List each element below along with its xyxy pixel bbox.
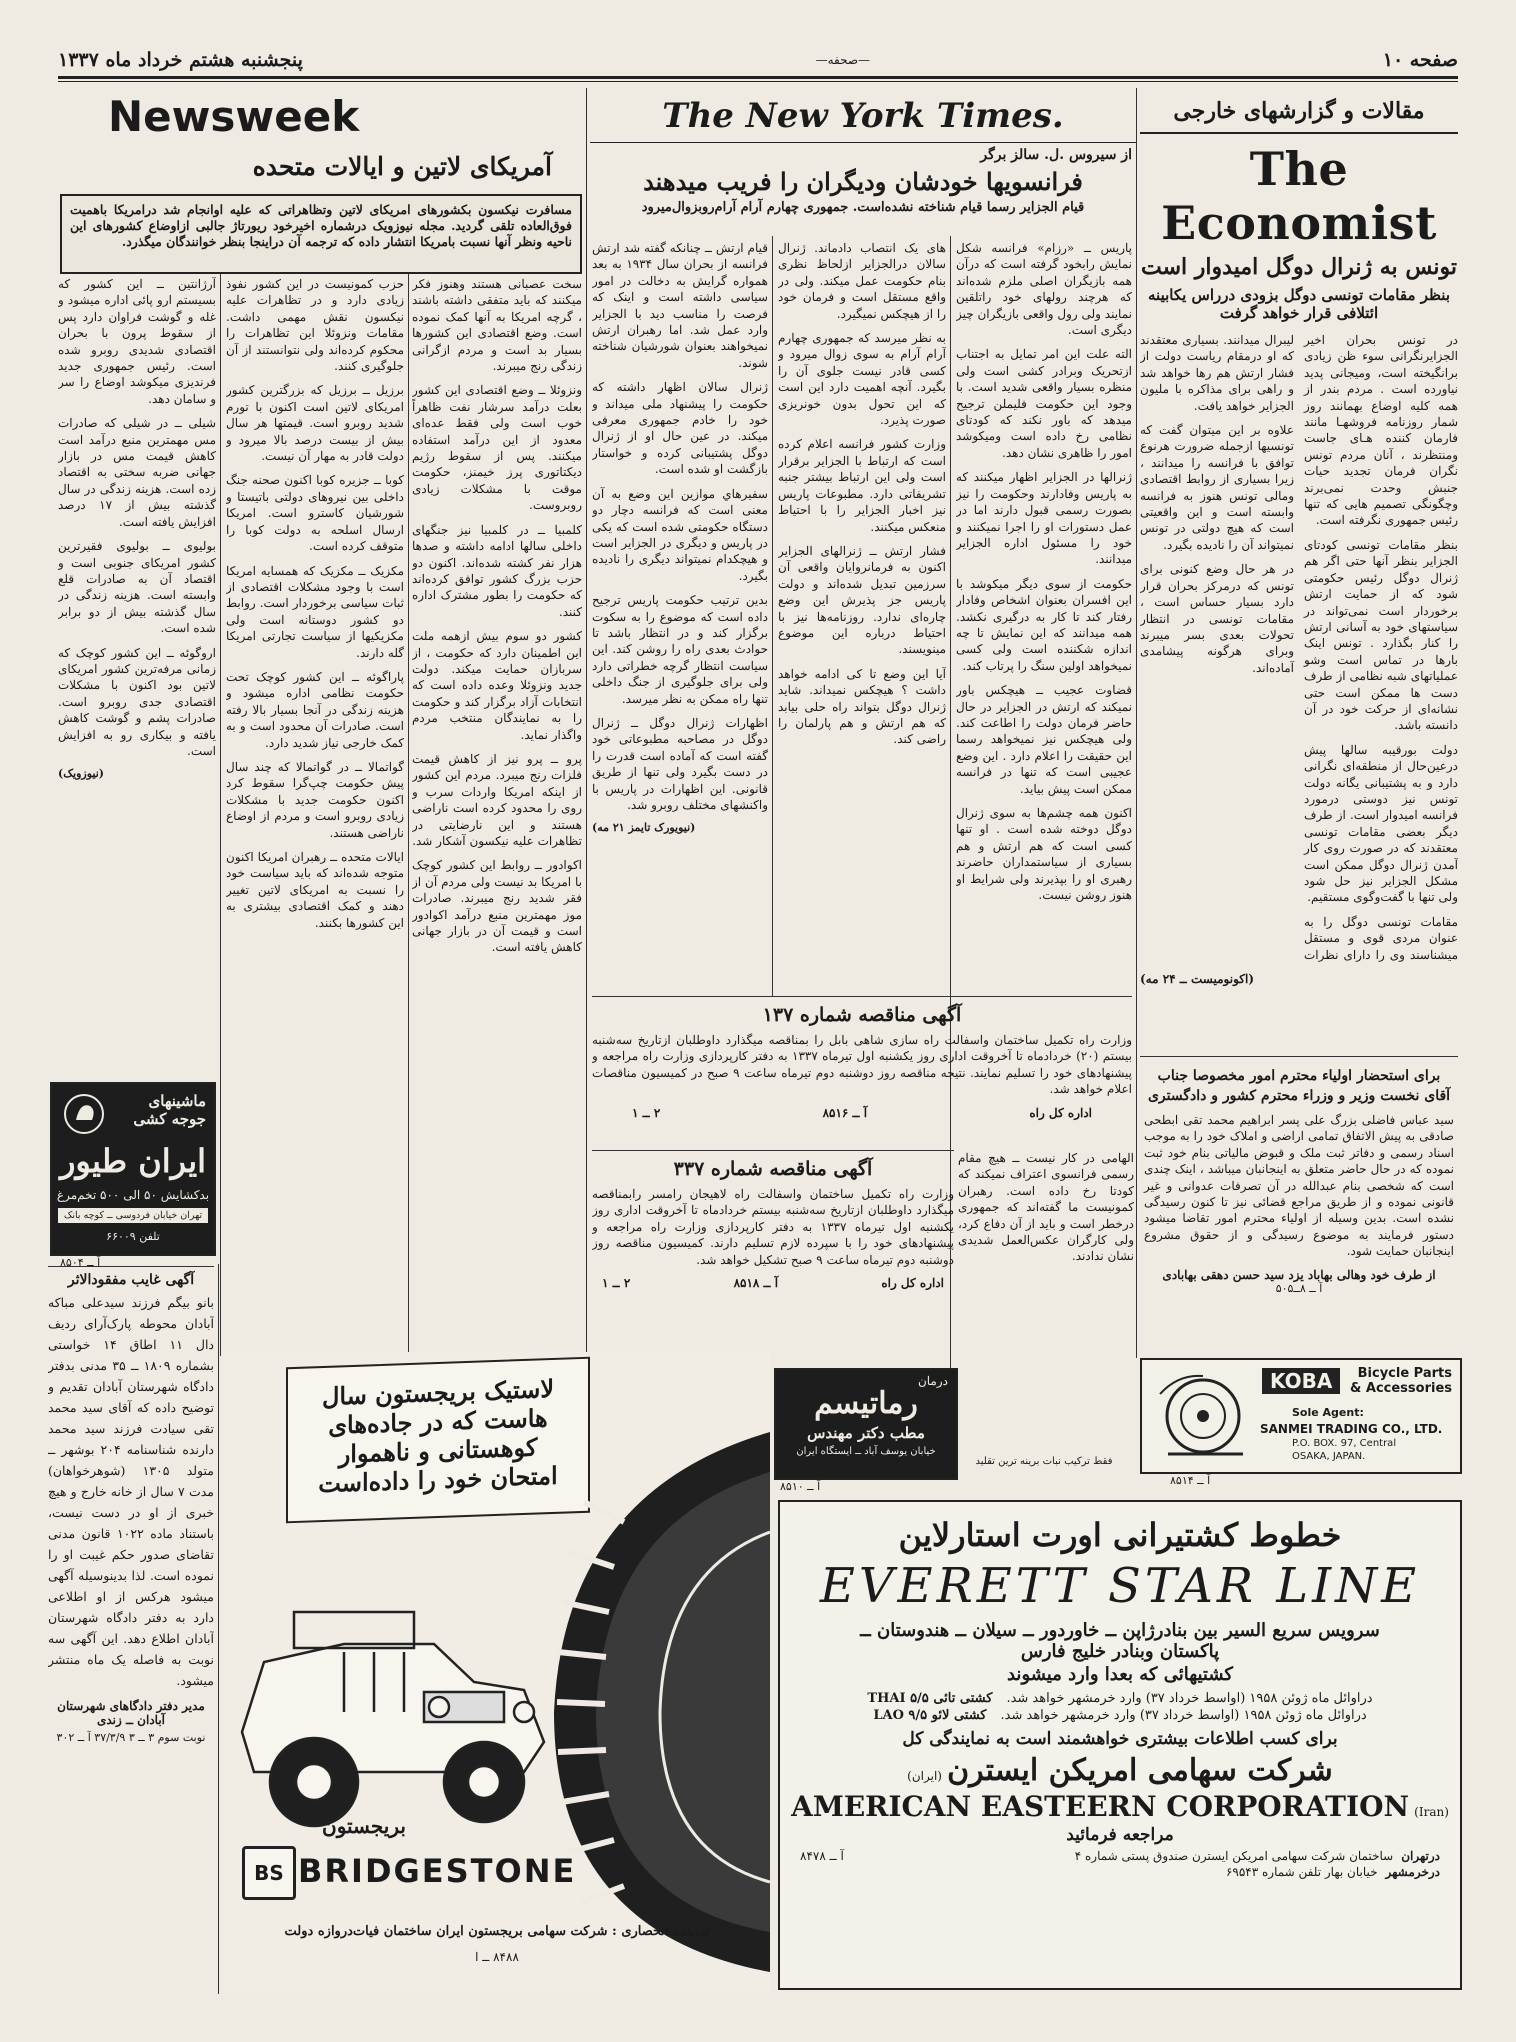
paragraph: در تونس بحران اخیر الجزایرنگرانی سوء ظن زیادی برانگیخته است، ومیجانی پدید نیاورده است . مردم بندر از همه کلیه اوضاع بهمانند روز شمار روزنامه فروشهـا مانند فارمان کننده هـای جاست ومنتظرند ، آنان مردم تونس نگران فرمان تجدید حیات جنبش وحدت نمی‌برند وچگونگی تصمیم هایی که تنها رئیس جمهوری نگرفته است. xyxy=(1304,333,1458,528)
paragraph: بدین ترتیب حکومت پاریس ترجیح داده است که موضوع را به سکوت برگزار کند و در انتظار باشد تا حوادث بعدی راه را روشن کند. این سیاست انتظار گرچه خطراتی دارد ولی برای جلوگیری از جنگ داخلی تنها راه ممکن به نظر میرسد. xyxy=(592,593,768,706)
ad-address: تهران خیابان فردوسی ــ کوچه بانک xyxy=(58,1208,208,1223)
paragraph: های یک انتصاب دادماند. ژنرال سالان درالجزایر ازلحاظ نظری بنام حکومت عمل میکند. ولی در واقع مستقل است و فرمان خود را از هیچکس نمیگیرد. xyxy=(778,241,946,321)
lost-notice xyxy=(48,1266,214,1996)
page-date: پنجشنبه هشتم خرداد ماه ۱۳۳۷ xyxy=(58,49,303,71)
addr-text: خیابان بهار تلفن شماره ۶۹۵۴۳ xyxy=(1225,1865,1378,1879)
paragraph: شیلی ــ در شیلی که صادرات مس مهمترین منبع درآمد است کاهش قیمت مس در بازار جهانی ضربه سختی به اقتصاد زده است. هزینه زندگی در سال گذشته بیش از ۱۷ درصد افزایش یافته است. xyxy=(58,416,216,529)
ad-address: خیابان یوسف آباد ــ ایستگاه ایران xyxy=(796,1446,936,1457)
paragraph: در هر حال وضع کنونی برای تونس که درمرکز بحران قرار دارد بسیار حساس است ، مقامات تونسی در انتظار تحولات بعدی بسر میبرند وبرای هرگونه پیشامدی آماده‌اند. xyxy=(1140,562,1294,675)
bridgestone-ad xyxy=(224,1352,770,1992)
tender-footer xyxy=(592,1276,954,1290)
address-teh xyxy=(1075,1849,1440,1863)
en-company: AMERICAN EASTEERN CORPORATION xyxy=(791,1790,1410,1823)
service-2: پاکستان وبنادر خلیج فارس xyxy=(1020,1641,1220,1662)
paragraph: فشار ارتش ــ ژنرالهای الجزایر اکنون به فرمانروایان واقعی آن سرزمین تبدیل شده‌اند و دولت پاریس جز پذیرش این وضع چاره‌ای ندارد. روزنامه‌ها نیز با احتیاط درباره این موضوع مینویسند. xyxy=(778,543,946,657)
tender-num: ۲ ــ ۱ xyxy=(602,1276,631,1291)
everett-star-line-ad xyxy=(778,1500,1462,1990)
paragraph: سفیرهاي موازین این وضع به آن معنی است که فرانسه دچار دو دستگاه حکومتی شده است که یکی در پاریس و دیگری در الجزایر است و هیچکدام نمیتواند دیگری را نادیده بگیرد. xyxy=(592,486,768,583)
ad-code: آ ــ ۸۵۰۴ xyxy=(60,1256,101,1269)
paragraph: آیا این وضع تا کی ادامه خواهد داشت ؟ هیچکس نمیداند. شاید ژنرال دوگل بتواند راه حلی بیابد که هم ارتش و هم پارلمان را راضی کند. xyxy=(778,666,946,747)
source: (نیوزویک) xyxy=(58,767,105,781)
paragraph: برزیل ــ برزیل که بزرگترین کشور امریکای لاتین است اکنون با تورم شدید روبرو است. قیمتها هر سال بیش از بیست درصد بالا میرود و دولت قادر به مهار آن نیست. xyxy=(226,383,404,464)
nyt-body-col-1 xyxy=(956,240,1132,990)
ad-sub: مطب دکتر مهندس xyxy=(807,1424,925,1442)
koba-ad xyxy=(1140,1358,1462,1474)
paragraph: الته علت این امر تمایل به اجتناب ازتحریک وبرادر کشی است ولی منظره‌ بسیار واقعی شدید است. با وجود این حکومت فلیملن ترجیح میدهد که باور نکند که کودتای نظامی رخ داده است ومیکوشد امور را ظاهری نشان دهد. xyxy=(956,347,1132,460)
byline: از سیروس .ل. سالز برگر xyxy=(980,147,1132,163)
arrivals: کشتیهائی که بعدا وارد میشوند xyxy=(1006,1664,1233,1685)
notice-title: برای استحضار اولیاء محترم امور مخصوصا جناب آقای نخست وزیر و وزراء محترم کشور و دادگستری xyxy=(1147,1068,1451,1104)
notice-code: آ ــ ۸ــ۵۰۵ xyxy=(1275,1281,1323,1295)
headline: آمریکای لاتین و ایالات متحده xyxy=(252,152,552,181)
rheumatism-ad xyxy=(774,1368,958,1480)
notice-body: سید عباس فاضلی بزرگ علی پسر ابراهیم محمد تقی ابطحی صادقی به پیش الاتفاق تمامی اراضی و املاک خود را به موجب اسناد رسمی و دفاتر ثبت ملک و قبوض مالیاتی بنام خود ثبت نموده که در حال حاضر متعلق به اینجانبان میباشد ، اینک چندی است که شخصی بنام عبدالله در آن تصرفات عدوانی و غیر قانونی نموده و از طریق مراجع قضائی نیز تا کنون رسیدگی نشده است. بدین وسیله از اولیاء محترم امور تقاضا میشود دستور فرمایند به موضوع رسیدگی و از حقوق مشروع اینجانبان حمایت شود. xyxy=(1144,1113,1454,1259)
subhead: قیام الجزایر رسما قیام شناخته نشده‌است. جمهوری چهارم آرام آرام‌روبزوال‌میرود xyxy=(641,200,1085,215)
newsweek-body-col-3 xyxy=(58,276,216,1076)
tender-sign: اداره کل راه xyxy=(881,1276,944,1291)
koba-line1: Bicycle Parts xyxy=(1357,1366,1452,1381)
service: سرویس سریع السیر بین بنادرژاپن ــ خاورد‌ور ــ سیلان ــ هندوستان ــ xyxy=(860,1620,1380,1641)
addr-text: ساختمان شرکت سهامی امریکن ایسترن صندوق پستی شماره ۴ xyxy=(1074,1849,1394,1863)
paragraph: بولیوی ــ بولیوی فقیرترین کشور امریکای جنوبی است و اقتصاد آن به صادرات قلع وابسته است. هزینه زندگی در سال گذشته بیش از دو برابر شده است. xyxy=(58,539,216,636)
refer: مراجعه فرمائید xyxy=(1066,1825,1174,1845)
slogan-line: کوهستانی و ناهموار xyxy=(338,1432,538,1469)
article-body xyxy=(1140,332,1458,972)
fa-company-row xyxy=(780,1753,1460,1788)
koba-address1: P.O. BOX. 97, Central xyxy=(1292,1438,1397,1449)
tender-title: آگهی مناقصه شماره ۱۳۷ xyxy=(762,1004,962,1026)
paragraph: پاریس ــ «رزام» فرانسه شکل نمایش رابخود گرفته است که درآن همه بازیگران اصلی ملزم شده‌اند که هرچند رولهای خود راتلقین نمایند ولی رول واقعی بازیگران چیز دیگری است. xyxy=(956,241,1132,338)
ship-row-2 xyxy=(780,1708,1460,1723)
paragraph: کوبا ــ جزیره کوبا اکنون صحنه جنگ داخلی بین نیروهای دولتی باتیستا و شورشیان کاسترو است. امریکا ارسال اسلحه به دولت کوبا را متوقف کرده است. xyxy=(226,473,404,554)
economist-logo: The Economist xyxy=(1161,142,1437,250)
ship-name: کشتی تائی THAI ۵/۵ xyxy=(867,1691,993,1706)
header-rule xyxy=(58,76,1458,79)
center-mark: —صحفه— xyxy=(815,53,871,67)
addr-label: درتهران xyxy=(1401,1849,1440,1863)
tender-code: آ ــ ۸۵۱۶ xyxy=(822,1105,868,1120)
col-divider xyxy=(218,1264,219,1994)
slogan-line: لاستیک بریجستون سال xyxy=(321,1373,555,1412)
subhead: بنظر مقامات تونسی دوگل بزودی درراس یکابینه ائتلافی قرار خواهد گرفت xyxy=(1148,286,1450,322)
paragraph: اظهارات ژنرال دوگل ــ ژنرال دوگل در مصاحبه مطبوعاتی خود گفته است که آماده است قدرت را در دست بگیرد ولی تنها از طریق قانونی. این اظهارات در پاریس با واکنشهای مختلف روبرو شد. xyxy=(592,715,768,812)
paragraph: پاراگوئه ــ این کشور کوچک تحت حکومت نظامی اداره میشود و هزینه زندگی در آنجا بسیار بالا رفته است. صادرات آن محدود است و به کمک خارجی نیاز شدید دارد. xyxy=(226,669,404,750)
koba-line2: & Accessories xyxy=(1350,1381,1452,1396)
fa-company-2: (ایران) xyxy=(907,1769,942,1783)
nyt-body-col-2 xyxy=(778,240,946,990)
paragraph: ایالات متحده ــ رهبران امریکا اکنون متوجه شده‌اند که باید سیاست خود را نسبت به امریکای لاتین تغییر دهند و کمک اقتصادی بیشتری به این کشورها بکنند. xyxy=(226,850,404,930)
tender-code: آ ــ ۸۵۱۸ xyxy=(733,1276,779,1291)
ad-top-2: جوجه کشی xyxy=(133,1110,206,1128)
ad-title: رماتیسم xyxy=(814,1386,918,1421)
bicycle-bell-icon xyxy=(1148,1364,1258,1464)
col-divider xyxy=(586,88,587,1378)
paragraph: قضاوت عجیب ــ هیچکس باور نمیکند که ارتش در الجزایر در حال حاضر فرمان دولت را اطاعت کند. ولی هیچکس نیز نمیخواهد رسما این حقیقت را اعلام دارد . این وضع عجیبی است که تنها در فرانسه ممکن است پیش بیاید. xyxy=(956,683,1132,796)
koba-agent: Sole Agent: xyxy=(1292,1406,1364,1419)
info: برای کسب اطلاعات بیشتری خواهشمند است به نمایندگی کل xyxy=(902,1729,1338,1749)
col-divider xyxy=(1136,88,1137,1358)
fa-title: خطوط کشتیرانی اورت استارلاین xyxy=(898,1516,1342,1554)
paragraph: کشور دو سوم بیش ازهمه ملت این اطمینان دارد که حکومت ، از سربازان حمایت میکند. دولت جدید ونزوئلا وعده داده است که انتخابات آزاد برگزار کند و حکومت را به نمایندگان منتخب مردم واگذار نماید. xyxy=(412,629,582,742)
en-company-2: (Iran) xyxy=(1414,1805,1449,1819)
public-notice xyxy=(1144,1066,1454,1295)
ship-desc: دراوائل ماه ژوئن ۱۹۵۸ (اواسط خرداد ۳۷) وارد خرمشهر خواهد شد. xyxy=(1000,1708,1367,1723)
nyt-body-col-3 xyxy=(592,240,768,990)
paragraph: اکوادور ــ روابط این کشور کوچک با امریکا بد نیست ولی مردم آن از فقر شدید رنج میبرند. صادرات موز مهمترین منبع درآمد اکوادور است و قیمت آن در بازار جهانی کاهش یافته است. xyxy=(412,858,582,955)
newsweek-lead-box xyxy=(60,194,582,274)
ad-top xyxy=(133,1092,206,1128)
ad-top-1: ماشینهای xyxy=(148,1092,206,1110)
newsweek-logo: Newsweek xyxy=(108,92,360,141)
ad-note: فقط ترکیب نبات برینه ترین تقلید xyxy=(975,1456,1113,1467)
nyt-logo: The New York Times. xyxy=(662,96,1064,136)
section-title: مقالات و گزارشهای خارجی xyxy=(1140,88,1458,134)
brand-name: BRIDGESTONE xyxy=(298,1852,577,1890)
headline: فرانسویها خودشان ودیگران را فریب میدهند xyxy=(643,167,1083,196)
paragraph: ژنرالها در الجزایر اظهار میکنند که به پاریس وفادارند وحکومت را نیز بصورت رسمی قبول دارند اما در عمل دستورات او را اجرا نمیکنند و خود را مسئول اداره الجزایر میدانند. xyxy=(956,470,1132,567)
ad-sub: بدکشایش ۵۰ الی ۵۰۰ تخم‌مرغ xyxy=(56,1188,210,1202)
ad-code: آ ــ ۸۵۱۰ xyxy=(780,1480,821,1493)
paragraph: حزب کمونیست در این کشور نفوذ زیادی دارد و در تظاهرات علیه نیکسون نقش مهمی داشت. مقامات ونزوئلا این تظاهرات را محکوم کرده‌اند ولی نتوانستند از آن جلوگیری کنند. xyxy=(226,277,404,374)
agent: نماینده انحصاری : شرکت سهامی بریجستون ایران ساختمان فیات‌دروازه دولت xyxy=(284,1924,710,1939)
paragraph: بنظر مقامات تونسی کودتای الجزایر بنظر آنها حتی اگر هم ژنرال دوگل رئیس حکومتی شود که از حمایت ارتش برخوردار است نمی‌تواند در سیاستهای خود به آسانی ارتش را کنار بگذارد . تونس اینک بارها در تماس است وشو عملیاتهای شبه نظامی از طرف دست ها ممکن است حتی نشانه‌ای از حرکت خود در آن دانسته باشد. xyxy=(1304,537,1458,733)
tender-footer xyxy=(592,1106,1132,1120)
koba-product xyxy=(1350,1366,1452,1396)
notice-body: بانو بیگم فرزند سیدعلی مباکه آبادان محوطه پارک‌آرای ردیف دال ۱۱ اطاق ۱۴ خواستی بشماره ۱۸۰۹ ــ ۳۵ مدنی بدفتر دادگاه شهرستان آبادان تقدیم و توضیح داده که آقای سید محمد تقی سیادت فرزند سید محمد دارنده شناسنامه ۲۰۴ بوشهر ــ متولد ۱۳۰۵ (شوهرخواهان) مدت ۷ سال از خانه خارج و هیچ خبری از او در دست نیست، باستناد ماده ۱۰۲۲ قانون مدنی تقاضای صدور حکم غیبت او را نموده است. لذا بدینوسیله آگهی میشود هرکس از او اطلاعی دارد به دفتر دادگاه شهرستان آبادان اطلاع دهد. این آگهی سه نوبت به فاصله یک ماه منتشر میشود. xyxy=(48,1295,214,1688)
separator xyxy=(592,996,1132,997)
source: (نیویورک تایمز ۲۱ مه) xyxy=(592,821,696,835)
koba-company: SANMEI TRADING CO., LTD. xyxy=(1260,1422,1443,1436)
col-divider xyxy=(220,196,221,1356)
source: (اکونومیست ــ ۲۴ مه) xyxy=(1140,972,1254,986)
notice-nums: نوبت سوم ۳ ــ ۳ ۳۷/۳/۹ آ ــ ۳۰۲ xyxy=(56,1731,206,1744)
ad-phone: تلفن ۶۶۰۰۹ xyxy=(106,1230,160,1243)
en-title: EVERETT STAR LINE xyxy=(819,1558,1421,1614)
ad-code: آ ــ ۸۴۷۸ xyxy=(800,1849,844,1863)
tender-notice-1 xyxy=(592,996,1132,1148)
page-header xyxy=(58,46,1458,74)
tender-body: وزارت راه تکمیل ساختمان واسفالت راه لاهیجان رامسر رابمناقصه میگذارد داوطلبان ازتاریخ سه‌شنبه بیستم خردادماه تا آخروقت اداری روز یکشنبه اول تیرماه ۱۳۳۷ به دفتر کارپردازی وزارت راه مراجعه و پیشنهادهای خود را با سپرده لازم تسلیم دارند. کمیسیون مناقصه روز دوشنبه دوم تیرماه ساعت ۹ صبح تشکیل خواهد شد. xyxy=(592,1187,954,1267)
newsweek-body-col-1 xyxy=(412,276,582,1036)
iran-tayour-ad xyxy=(50,1082,216,1256)
notice-title: آگهی غایب مفقودالاثر xyxy=(67,1272,195,1288)
paragraph: مقامات تونسی دوگل را به عنوان مردی قوی و مستقل میشناسند وی را دارای نظرات لیبرال میدانند. بسیاری معتقدند که او درمقام ریاست دولت از فشار ارتش هم رها خواهد شد و راهی برای مذاکره با ملیون الجزایر خواهد یافت. xyxy=(1140,333,1458,962)
paragraph: آرژانتین ــ این کشور که بسیستم ارو پائی اداره میشود و غله و گوشت فراوان دارد پس از سقوط پرون با بحران اقتصادی شدیدی روبرو شده است. رئیس جمهوری جدید فرندیزی میکوشد اوضاع را سر و سامان دهد. xyxy=(58,277,216,406)
koba-address2: OSAKA, JAPAN. xyxy=(1292,1451,1366,1462)
col-divider xyxy=(408,196,409,1356)
paragraph: به نظر میرسد که جمهوری چهارم آرام آرام به سوی زوال میرود و کسی قادر نیست جلوی آن را بگیرد. آنچه اهمیت دارد این است که این تحول بدون خونریزی صورت پذیرد. xyxy=(778,331,946,428)
ship-name: کشتی لائو LAO ۹/۵ xyxy=(873,1708,987,1723)
paragraph: اکنون همه چشم‌ها به سوی ژنرال دوگل دوخته شده است . او تنها کسی است که هم ارتش و هم بسیاری از سیاستمداران حاضرند رهبری او را بپذیرند ولی شرایط او هنوز روشن نیست. xyxy=(956,806,1132,903)
newsweek-body-col-2 xyxy=(226,276,404,1046)
rooster-icon xyxy=(62,1092,106,1136)
separator xyxy=(1140,1056,1458,1057)
address-rows xyxy=(780,1845,1460,1879)
paragraph: گواتمالا ــ در گواتمالا که چند سال پیش حکومت چپ‌گرا سقوط کرد اکنون حکومت جدید با مشکلات زیادی روبرو است و مردم از اوضاع ناراضی هستند. xyxy=(226,759,404,840)
nyt-continuation xyxy=(958,1150,1134,1360)
tender-notice-2 xyxy=(592,1150,954,1350)
paragraph: الهامی در کار نیست ــ هیچ مقام رسمی فرانسوی اعتراف نمیکند که کودتا رخ داده است. رهبران کمونیست ما گفته‌اند که جمهوری درخطر است و باید از آن دفاع کرد، ولی کارگران عکس‌العمل شدیدی نشان ندادند. xyxy=(958,1151,1134,1264)
notice-sign: مدیر دفتر دادگاهای شهرستان آبادان ــ زندی xyxy=(57,1699,205,1727)
separator xyxy=(48,1266,214,1267)
paragraph: اروگوئه ــ این کشور کوچک که زمانی مرفه‌ترین کشور امریکای لاتین بود اکنون با مشکلات اقتصادی جدی روبرو است. صادرات پشم و گوشت کاهش یافته و بیکاری رو به افزایش است. xyxy=(58,645,216,758)
page-number: صفحه ۱۰ xyxy=(1382,49,1458,71)
paragraph: دولت بورقیبه سالها پیش درعین‌حال از منطقه‌ای نگرانی دارد و به پشتیبانی یگانه دولت تونس نیز دوستی درمورد فرانسه امیدوار است. از طرف دیگر بعضی مقامات تونسی معتقدند که در صورت روی کار آمدن ژنرال دوگل ممکن است مشکل الجزایر نیز حل شود ولی تنها با گفت‌وگوی مستقیم. xyxy=(1304,742,1458,905)
en-company-row xyxy=(780,1790,1460,1823)
slogan-line: هاست که در جاده‌های xyxy=(328,1403,548,1440)
ad-code: ۸۴۸۸ ــ ا xyxy=(475,1950,519,1964)
koba-code: آ ــ ۸۵۱۴ xyxy=(1170,1474,1211,1487)
ad-pre: درمان xyxy=(917,1374,948,1388)
fa-company: شرکت سهامی امریکن ایسترن xyxy=(947,1753,1333,1788)
paragraph: وزارت کشور فرانسه اعلام کرده است که ارتباط با الجزایر برقرار است ولی این ارتباط بیشتر جنبه تشریفاتی دارد. مطبوعات پاریس نیز اخبار الجزایر را با احتیاط منعکس میکنند. xyxy=(778,437,946,534)
ad-name: ایران طیور xyxy=(59,1142,207,1180)
paragraph: قیام ارتش ــ چنانکه گفته شد ارتش فرانسه از بحران سال ۱۹۳۴ به بعد همواره گرایش به دخالت در امور سیاسی داشته است و اینک که فرصت را مناسب دید با الجزایر وارد عمل شد. اما رهبران ارتش نمیخواهند بعنوان شورشیان شناخته شوند. xyxy=(592,241,768,370)
separator xyxy=(592,1150,954,1151)
ship-row-1 xyxy=(780,1691,1460,1706)
notice-sign: از طرف خود وهالی بهاباد یزد سید حسن دهقی بهابادی xyxy=(1162,1267,1436,1282)
header-rule-thin xyxy=(58,81,1458,82)
paragraph: پرو ــ پرو نیز از کاهش قیمت فلزات رنج میبرد. مردم این کشور از اینکه امریکا واردات سرب و روی را محدود کرده است ناراضی هستند و این نارضایتی در تظاهرات علیه نیکسون آشکار شد. xyxy=(412,751,582,848)
paragraph: علاوه بر این میتوان گفت که تونسیها ازجمله ضرورت هرنوع توافق با فرانسه را میدانند ، زیرا بسیاری از روابط اقتصادی ومالی تونس هنوز به فرانسه وابسته است و این واقعیتی است که هیچ دولتی در تونس نمیتواند آن را نادیده بگیرد. xyxy=(1140,423,1294,552)
headline: تونس به ژنرال دوگل امیدوار است xyxy=(1140,254,1457,280)
slogan-line: امتحان خود را داده‌است xyxy=(318,1460,558,1499)
tender-body: وزارت راه تکمیل ساختمان واسفالت راه سازی شاهی بابل را بمناقصه میگذارد داوطلبان ازتاریخ سه‌شنبه بیستم (۲۰) خردادماه تا آخروقت اداری روز یکشنبه اول تیرماه ۱۳۳۷ به دفتر کارپردازی وزارت راه مراجعه و پیشنهادهای خود را تسلیم نمایند. نتیجه مناقصه روز دوشنبه دوم تیرماه ساعت ۹ صبح در کمیسیون مناقصات اعلام خواهد شد. xyxy=(592,1033,1132,1097)
paragraph: ونزوئلا ــ وضع اقتصادی این کشور بعلت درآمد سرشار نفت ظاهراً خوب است ولی فقط عده‌ای معدود از این درآمد استفاده میکنند. پس از سقوط رژیم دیکتاتوری پرز خیمنز، حکومت موقت با مشکلات زیادی روبروست. xyxy=(412,383,582,513)
tender-title: آگهی مناقصه شماره ۳۳۷ xyxy=(673,1158,873,1180)
paragraph: حکومت از سوی دیگر میکوشد با این افسران بعنوان اشخاص وفادار رفتار کند تا کار به درگیری نکشد. همه میدانند که این نمایش تا چه اندازه شکننده است ولی کسی نمیخواهد اولین سنگ را پرتاب کند. xyxy=(956,576,1132,673)
address-kh xyxy=(1075,1865,1440,1879)
addr-label: درخرمشهر xyxy=(1385,1865,1440,1879)
paragraph: ژنرال سالان اظهار داشته که حکومت را پیشنهاد ملی میداند و خود را خادم جمهوری معرفی میکند. در عین حال او از ژنرال دوگل پشتیبانی کرده و خواستار بازگشت او شده است. xyxy=(592,380,768,477)
koba-brand: KOBA xyxy=(1262,1368,1340,1394)
paragraph: کلمبیا ــ در کلمبیا نیز جنگهای داخلی سالها ادامه داشته و صدها هزار نفر کشته شده‌اند. اکنون دو حزب بزرگ کشور توافق کرده‌اند که حکومت را بطور مشترک اداره کنند. xyxy=(412,522,582,619)
paragraph: مکزیک ــ مکزیک که همسایه امریکا است با وجود مشکلات اقتصادی از ثبات سیاسی برخوردار است. روابط دو کشور دوستانه است ولی مکزیکیها از سیاست تجارتی امریکا گله دارند. xyxy=(226,563,404,660)
fa-brand: بریجستون xyxy=(322,1814,406,1838)
economist-article xyxy=(1140,88,1458,1358)
ship-desc: دراوائل ماه ژوئن ۱۹۵۸ (اواسط خرداد ۳۷) وارد خرمشهر خواهد شد. xyxy=(1006,1691,1373,1706)
newsweek-header xyxy=(58,88,582,198)
bs-logo: BS xyxy=(242,1846,296,1900)
tender-sign: اداره کل راه xyxy=(1029,1105,1092,1120)
lead-text: مسافرت نیکسون بکشورهای امریکای لاتین وتظاهراتی که علیه اوانجام شد درامریکا باهمیت فوق‌العاده تلقی گردید. مجله نیوزویک درشماره اخیرخود ریورتاژ جالبی ازاوضاع کشورهای این ناحیه ونظر آنها نسبت بامریکا انتشار داده که ترجمه آن دراینجا بنظر خوانندگان میگذرد. xyxy=(70,202,572,249)
address-block xyxy=(1075,1849,1440,1879)
tender-num: ۲ ــ ۱ xyxy=(632,1105,661,1120)
paragraph: سخت عصبانی هستند وهنوز فکر میکنند که باید متفقی داشته باشند ، گرچه امریکا به آنها کمک نموده است. وضع اقتصادی این کشورها بسیار بد است و مردم ازگرانی زندگی رنج میبرند. xyxy=(412,277,582,374)
